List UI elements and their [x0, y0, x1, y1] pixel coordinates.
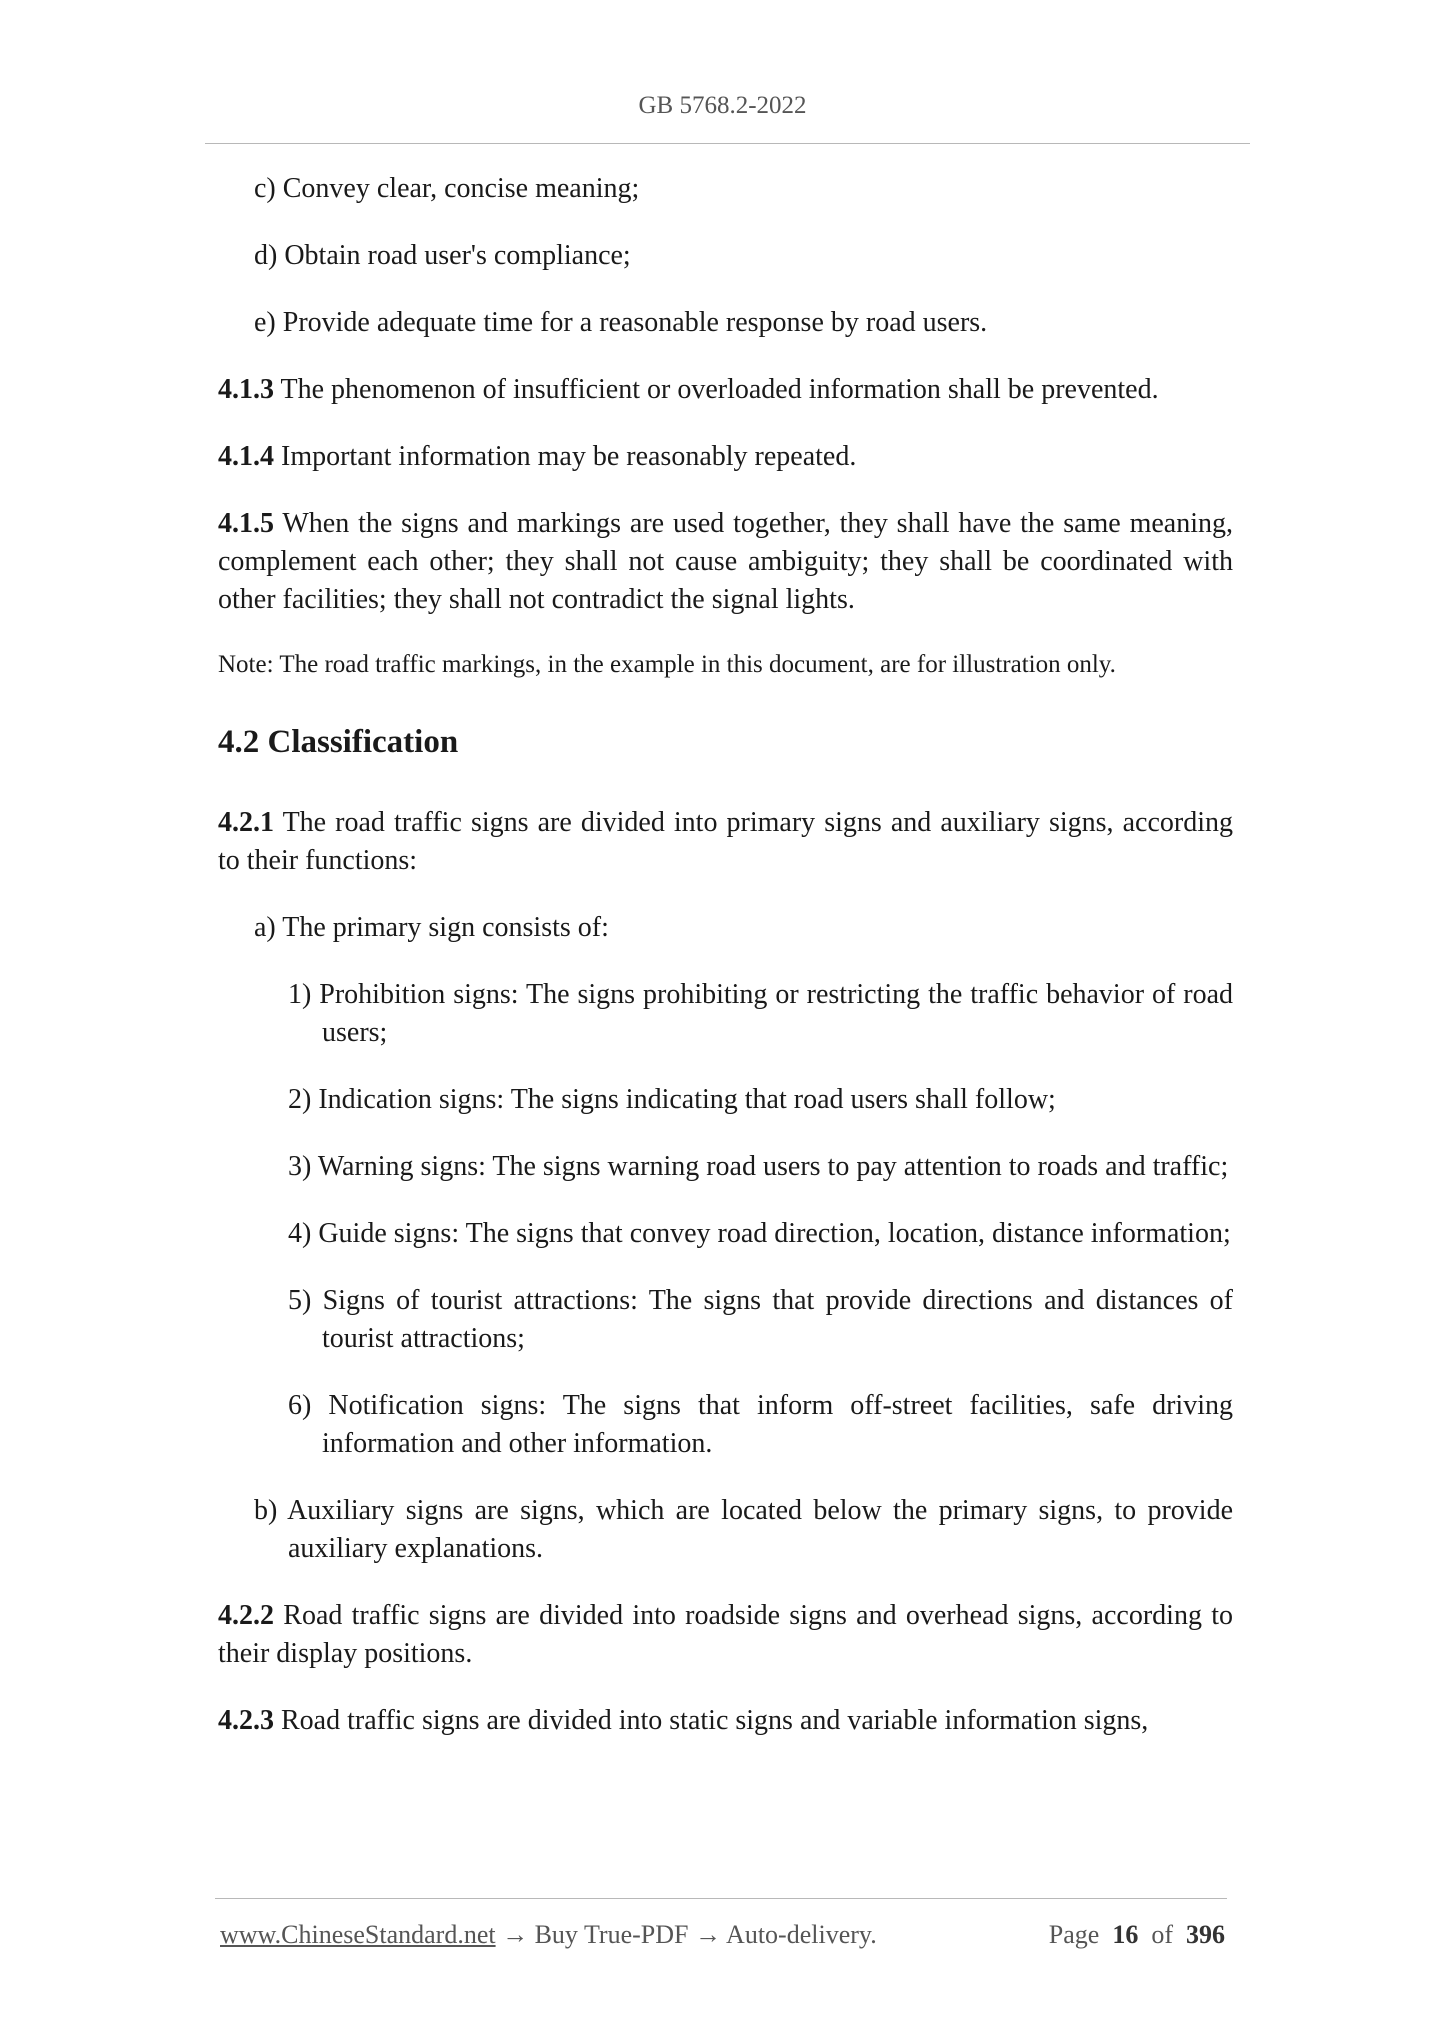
clause-number: 4.2.1 — [218, 807, 274, 838]
clause-4-2-2 — [218, 1597, 1233, 1673]
list-item-e: e) Provide adequate time for a reasonable response by road users. — [254, 307, 988, 338]
clause-number: 4.2.3 — [218, 1705, 274, 1736]
clause-number: 4.1.5 — [218, 508, 274, 539]
website-link[interactable]: www.ChineseStandard.net — [220, 1920, 496, 1949]
clause-text: Road traffic signs are divided into roadside signs and overhead signs, according to their display positions. — [218, 1600, 1233, 1669]
list-item-d: d) Obtain road user's compliance; — [254, 240, 631, 271]
document-body — [218, 170, 1233, 1769]
note: Note: The road traffic markings, in the example in this document, are for illustration only. — [218, 651, 1116, 678]
clause-number: 4.1.4 — [218, 441, 274, 472]
of-label: of — [1151, 1920, 1173, 1949]
sub-item-4: 4) Guide signs: The signs that convey road direction, location, distance information; — [288, 1218, 1231, 1249]
sub-item-3: 3) Warning signs: The signs warning road users to pay attention to roads and traffic; — [288, 1151, 1229, 1182]
clause-text: When the signs and markings are used together, they shall have the same meaning, complement each other; they shall not cause ambiguity; they shall be coordinated with other facilities; they shall not contradict the signal lights. — [218, 508, 1233, 615]
sub-item-1: 1) Prohibition signs: The signs prohibiting or restricting the traffic behavior of road users; — [288, 979, 1233, 1048]
page-total: 396 — [1186, 1920, 1225, 1949]
section-heading-4-2: 4.2 Classification — [218, 724, 459, 760]
list-item-c: c) Convey clear, concise meaning; — [254, 173, 640, 204]
header-divider — [205, 143, 1250, 144]
clause-number: 4.2.2 — [218, 1600, 274, 1631]
footer-promo — [220, 1920, 877, 1950]
footer-promo-text: → Buy True-PDF → Auto-delivery. — [495, 1920, 877, 1949]
clause-text: The road traffic signs are divided into primary signs and auxiliary signs, according to their functions: — [218, 807, 1233, 876]
page-footer — [220, 1920, 1225, 1950]
sub-item-6: 6) Notification signs: The signs that inform off-street facilities, safe driving information and other information. — [288, 1390, 1233, 1459]
sub-item-2: 2) Indication signs: The signs indicating that road users shall follow; — [288, 1084, 1056, 1115]
footer-divider — [215, 1898, 1227, 1899]
page-current: 16 — [1112, 1920, 1139, 1949]
clause-number: 4.1.3 — [218, 374, 274, 405]
clause-4-1-4 — [218, 438, 1233, 476]
clause-text: Important information may be reasonably repeated. — [274, 441, 857, 472]
clause-text: The phenomenon of insufficient or overloaded information shall be prevented. — [274, 374, 1159, 405]
page-label: Page — [1048, 1920, 1100, 1949]
page-counter — [1049, 1920, 1225, 1950]
clause-text: Road traffic signs are divided into static signs and variable information signs, — [274, 1705, 1149, 1736]
sub-item-5: 5) Signs of tourist attractions: The signs that provide directions and distances of tourist attractions; — [288, 1285, 1233, 1354]
clause-4-2-3 — [218, 1702, 1233, 1740]
clause-4-1-3 — [218, 371, 1233, 409]
clause-4-2-1 — [218, 804, 1233, 880]
list-item-a: a) The primary sign consists of: — [254, 912, 609, 943]
page-header-doc-id: GB 5768.2-2022 — [638, 92, 807, 119]
list-item-b: b) Auxiliary signs are signs, which are located below the primary signs, to provide auxiliary explanations. — [254, 1495, 1233, 1564]
clause-4-1-5 — [218, 505, 1233, 619]
